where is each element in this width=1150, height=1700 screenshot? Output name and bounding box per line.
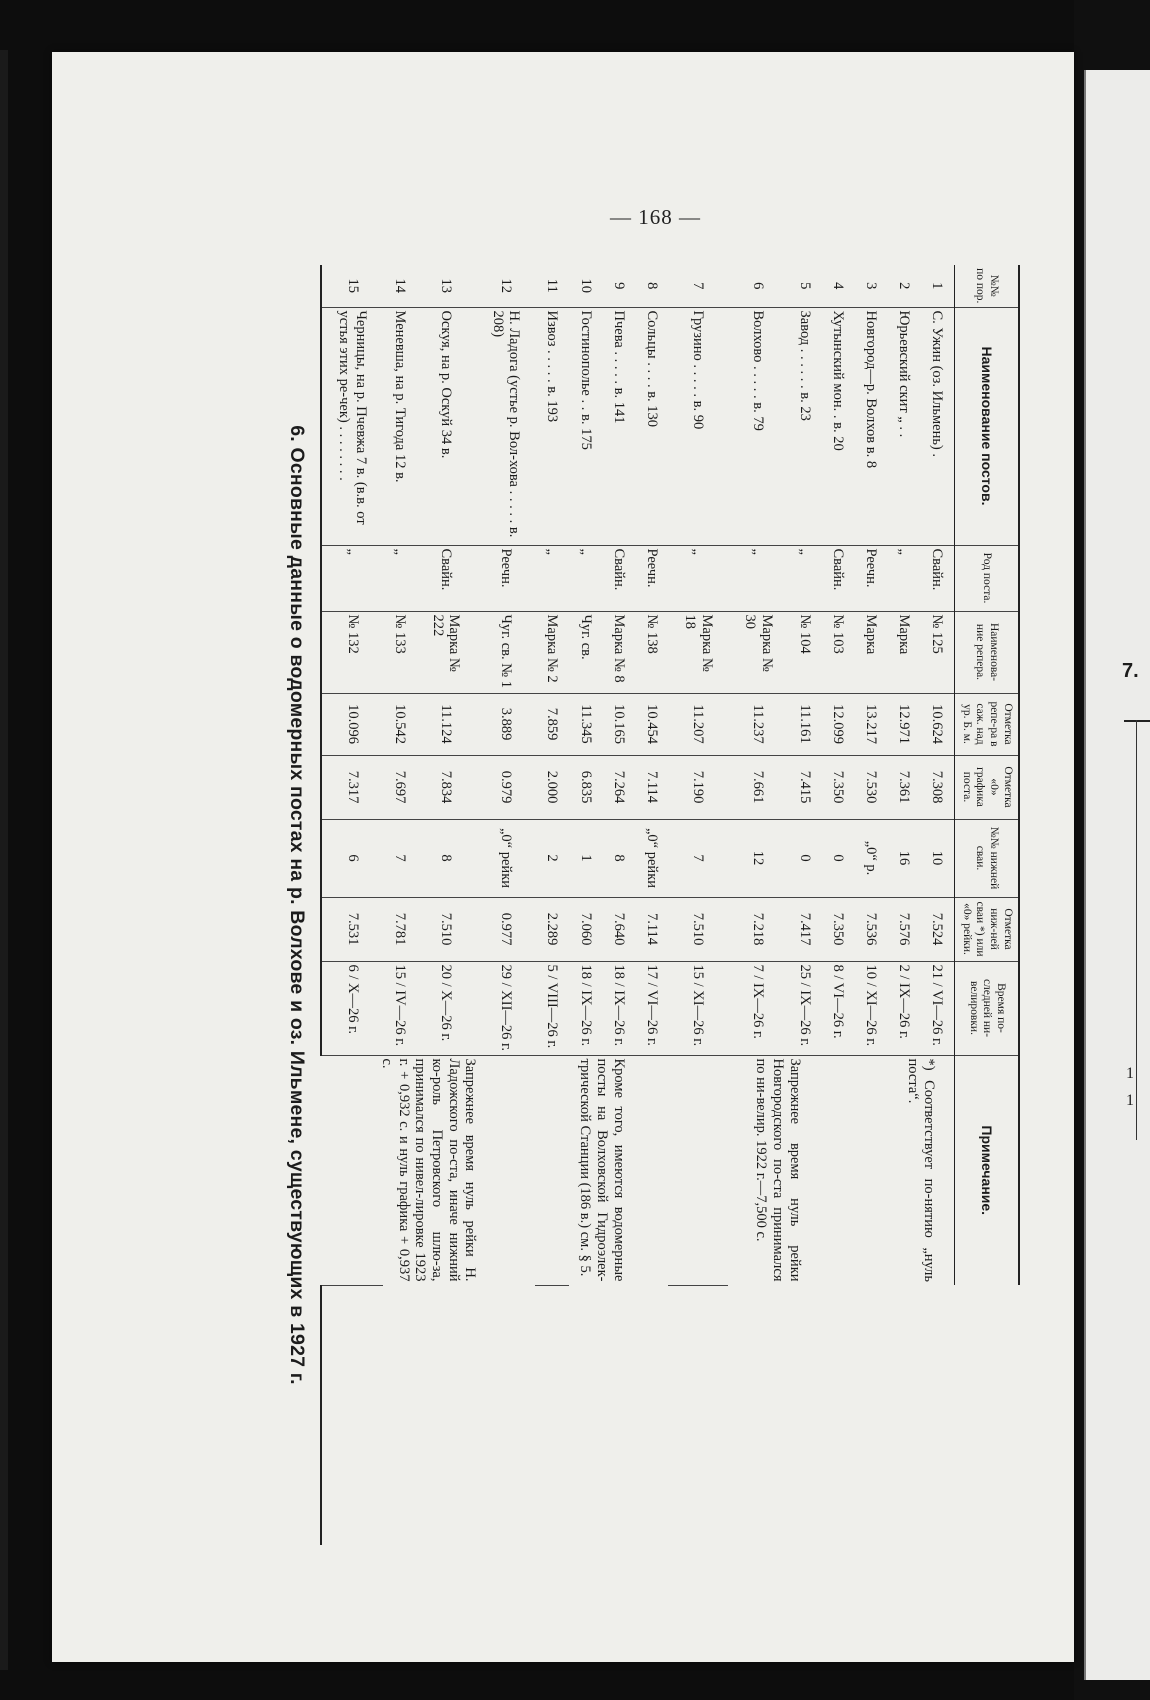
table-row [821, 265, 854, 1545]
col-header-note: Примечание. [954, 1055, 1019, 1285]
pile-elevation-cell: 7.524 [920, 897, 954, 961]
reper-elevation-cell: 11.161 [788, 693, 821, 755]
zero-mark-cell: 7.530 [854, 755, 887, 819]
row-number-cell: 3 [863, 282, 879, 290]
leveling-date-cell: 18 / IX—26 г. [569, 961, 602, 1055]
zero-mark-cell: 7.350 [821, 755, 854, 819]
station-type-cell: Свайн. [416, 545, 476, 611]
station-type-cell: Реечн. [854, 545, 887, 611]
table-title: 6. Основные данные о водомерных постах на р. Волхове и оз. Ильмене, существующих в 1927 г. [286, 425, 308, 1385]
adjacent-table-rule [1124, 720, 1150, 722]
col-header-type: Род поста. [954, 545, 1019, 611]
station-type-cell: „ [569, 545, 602, 611]
adjacent-page-fragment [1084, 70, 1150, 1680]
leveling-date-cell: 5 / VIII—26 г. [536, 961, 569, 1055]
note-cell: Запрежнее время нуль рейки Н. Ладожского по-ста, иначе нижний ко-роль Петровского шлю-за, принимался по нивел-лировке 1923 г. + 0,932 с. и нуль графика + 0,937 с. [321, 1055, 536, 1285]
note-cell: *) Соответствует по-нятию „нуль поста“. [887, 1055, 954, 1285]
row-number-cell: 10 [577, 278, 594, 293]
pile-elevation-cell: 7.218 [728, 897, 788, 961]
pile-elevation-cell: 7.640 [602, 897, 635, 961]
reper-elevation-cell: 10.454 [635, 693, 668, 755]
station-name-cell: Юрьевский скит „ . . [887, 307, 920, 545]
station-name-cell: Извоз . . . . . в. 193 [536, 307, 569, 545]
note-cell: Запрежнее время нуль рейки Новгородского по-ста принимался по ни-велир. 1922 г.—7,500 с. [668, 1055, 887, 1285]
table-row [476, 265, 536, 1545]
adjacent-row-number: 1 [1126, 1065, 1134, 1082]
table-row [602, 265, 635, 1545]
reper-elevation-cell: 11.237 [728, 693, 788, 755]
pile-elevation-cell: 2.289 [536, 897, 569, 961]
leveling-date-cell: 8 / VI—26 г. [821, 961, 854, 1055]
row-number-cell: 14 [391, 278, 408, 293]
station-type-cell: „ [383, 545, 416, 611]
pile-number-cell: 12 [728, 819, 788, 897]
reper-name-cell: Марка № 222 [416, 611, 476, 693]
station-type-cell: Свайн. [920, 545, 954, 611]
station-type-cell: „ [668, 545, 728, 611]
pile-number-cell: „0“ р. [854, 819, 887, 897]
table-body [321, 265, 954, 1545]
reper-name-cell: Чуг. св. [569, 611, 602, 693]
pile-number-cell: 8 [602, 819, 635, 897]
adjacent-row-number: 1 [1126, 1092, 1134, 1109]
pile-elevation-cell: 7.417 [788, 897, 821, 961]
leveling-date-cell: 25 / IX—26 г. [788, 961, 821, 1055]
pile-elevation-cell: 0.977 [476, 897, 536, 961]
pile-elevation-cell: 7.576 [887, 897, 920, 961]
pile-number-cell: 0 [788, 819, 821, 897]
station-name-cell: Пчева . . . . . в. 141 [602, 307, 635, 545]
pile-elevation-cell: 7.350 [821, 897, 854, 961]
pile-elevation-cell: 7.060 [569, 897, 602, 961]
pile-elevation-cell: 7.531 [321, 897, 383, 961]
row-number-cell: 9 [610, 282, 627, 290]
pile-number-cell: „0“ рейки [476, 819, 536, 897]
adjacent-table-line [1136, 720, 1137, 1140]
reper-name-cell: Марка № 18 [668, 611, 728, 693]
reper-elevation-cell: 7.859 [536, 693, 569, 755]
station-name-cell: Грузино . . . . . в. 90 [668, 307, 728, 545]
row-number-cell: 13 [438, 278, 455, 293]
row-number-cell: 7 [690, 282, 707, 290]
row-number-cell: 2 [896, 282, 913, 290]
pile-elevation-cell: 7.510 [668, 897, 728, 961]
table-row [536, 265, 569, 1545]
leveling-date-cell: 6 / X—26 г. [321, 961, 383, 1055]
zero-mark-cell: 7.190 [668, 755, 728, 819]
zero-mark-cell: 7.697 [383, 755, 416, 819]
leveling-date-cell: 29 / XII—26 г. [476, 961, 536, 1055]
row-number-cell: 12 [497, 278, 514, 293]
zero-mark-cell: 7.661 [728, 755, 788, 819]
col-header-number: №№ по пор. [954, 265, 1019, 307]
empty-note-cell [536, 1285, 569, 1545]
table-row [887, 265, 920, 1545]
station-type-cell: Свайн. [602, 545, 635, 611]
reper-name-cell: № 132 [321, 611, 383, 693]
reper-elevation-cell: 10.542 [383, 693, 416, 755]
station-name-cell: Новгород—р. Волхов в. 8 [854, 307, 887, 545]
station-type-cell: Свайн. [821, 545, 854, 611]
zero-mark-cell: 7.361 [887, 755, 920, 819]
row-number-cell: 15 [321, 265, 383, 307]
stations-table [320, 265, 1020, 1545]
empty-note-cell [668, 1285, 728, 1545]
pile-elevation-cell: 7.510 [416, 897, 476, 961]
pile-number-cell: 16 [887, 819, 920, 897]
table-row [668, 265, 728, 1545]
table-row [920, 265, 954, 1545]
row-number-cell: 4 [829, 282, 846, 290]
reper-name-cell: Марка [887, 611, 920, 693]
leveling-date-cell: 21 / VI—26 г. [920, 961, 954, 1055]
reper-elevation-cell: 13.217 [854, 693, 887, 755]
leveling-date-cell: 20 / X—26 г. [416, 961, 476, 1055]
rotated-table-region [260, 265, 1020, 1545]
station-name-cell: С. Ужин (оз. Ильмень) . [920, 307, 954, 545]
reper-elevation-cell: 11.345 [569, 693, 602, 755]
reper-elevation-cell: 3.889 [476, 693, 536, 755]
row-number-cell: 1 [929, 282, 946, 290]
table-row [569, 265, 602, 1545]
note-cell: Кроме того, имеются водомерные посты на Волховской Гидроэлек-трической Станции (186 в.) см. § 5. [536, 1055, 669, 1285]
station-name-cell: Черницы, на р. Пчевжа 7 в. (в.в. от устья этих ре-чек) . . . . . . . . [321, 307, 383, 545]
reper-elevation-cell: 11.207 [668, 693, 728, 755]
pile-number-cell: 10 [920, 819, 954, 897]
reper-elevation-cell: 12.971 [887, 693, 920, 755]
station-name-cell: Гостинополье . . в. 175 [569, 307, 602, 545]
station-type-cell: „ [788, 545, 821, 611]
station-type-cell: „ [887, 545, 920, 611]
pile-number-cell: 7 [668, 819, 728, 897]
station-type-cell: Реечн. [476, 545, 536, 611]
station-name-cell: Меневша, на р. Тигода 12 в. [383, 307, 416, 545]
scan-edge [0, 50, 8, 1670]
table-row [416, 265, 476, 1545]
zero-mark-cell: 0.979 [476, 755, 536, 819]
adjacent-section-number: 7. [1122, 660, 1139, 682]
reper-elevation-cell: 10.096 [321, 693, 383, 755]
table-row [383, 265, 416, 1545]
leveling-date-cell: 18 / IX—26 г. [602, 961, 635, 1055]
table-row [788, 265, 821, 1545]
station-name-cell: Завод . . . . . . в. 23 [788, 307, 821, 545]
station-name-cell: Хутынский мон. . в. 20 [821, 307, 854, 545]
zero-mark-cell: 7.317 [321, 755, 383, 819]
reper-elevation-cell: 10.165 [602, 693, 635, 755]
zero-mark-cell: 6.835 [569, 755, 602, 819]
col-header-time: Время по-следней ни-велировки. [954, 961, 1019, 1055]
col-header-pile: №№ нижней сваи. [954, 819, 1019, 897]
table-row [635, 265, 668, 1545]
pile-number-cell: 2 [536, 819, 569, 897]
zero-mark-cell: 7.264 [602, 755, 635, 819]
station-type-cell: „ [321, 545, 383, 611]
pile-number-cell: 1 [569, 819, 602, 897]
zero-mark-cell: 7.834 [416, 755, 476, 819]
reper-elevation-cell: 10.624 [920, 693, 954, 755]
reper-name-cell: № 103 [821, 611, 854, 693]
station-type-cell: Реечн. [635, 545, 668, 611]
station-name-cell: Волхово . . . . . в. 79 [728, 307, 788, 545]
table-header-row [954, 265, 1019, 1545]
pile-number-cell: 0 [821, 819, 854, 897]
reper-name-cell: Марка № 30 [728, 611, 788, 693]
row-number-cell: 8 [643, 282, 660, 290]
row-number-cell: 5 [796, 282, 813, 290]
zero-mark-cell: 7.114 [635, 755, 668, 819]
reper-elevation-cell: 12.099 [821, 693, 854, 755]
reper-name-cell: Чуг. св. № 1 [476, 611, 536, 693]
reper-name-cell: № 125 [920, 611, 954, 693]
leveling-date-cell: 10 / XI—26 г. [854, 961, 887, 1055]
col-header-zero: Отметка «0» графика поста. [954, 755, 1019, 819]
empty-note-cell [321, 1285, 383, 1545]
station-type-cell: „ [536, 545, 569, 611]
reper-name-cell: Марка № 8 [602, 611, 635, 693]
col-header-name: Наименование постов. [954, 307, 1019, 545]
reper-name-cell: № 133 [383, 611, 416, 693]
pile-number-cell: 6 [321, 819, 383, 897]
reper-name-cell: № 138 [635, 611, 668, 693]
reper-name-cell: Марка [854, 611, 887, 693]
leveling-date-cell: 17 / VI—26 г. [635, 961, 668, 1055]
pile-number-cell: 8 [416, 819, 476, 897]
leveling-date-cell: 7 / IX—26 г. [728, 961, 788, 1055]
station-name-cell: Сольцы . . . . в. 130 [635, 307, 668, 545]
zero-mark-cell: 7.308 [920, 755, 954, 819]
page-number: — 168 — [610, 205, 701, 229]
station-name-cell: Оскуя, на р. Оскуй 34 в. [416, 307, 476, 545]
reper-name-cell: № 104 [788, 611, 821, 693]
pile-elevation-cell: 7.536 [854, 897, 887, 961]
leveling-date-cell: 15 / IV—26 г. [383, 961, 416, 1055]
pile-number-cell: 7 [383, 819, 416, 897]
reper-elevation-cell: 11.124 [416, 693, 476, 755]
zero-mark-cell: 2.000 [536, 755, 569, 819]
col-header-pile-elev: Отметка ниж-ней сваи *) или «0» рейки. [954, 897, 1019, 961]
col-header-reper: Наименова-ние репера. [954, 611, 1019, 693]
pile-elevation-cell: 7.781 [383, 897, 416, 961]
reper-name-cell: Марка № 2 [536, 611, 569, 693]
table-row [728, 265, 788, 1545]
col-header-reper-elev: Отметка репе-ра в саж. над ур. Б. м. [954, 693, 1019, 755]
zero-mark-cell: 7.415 [788, 755, 821, 819]
table-row [854, 265, 887, 1545]
leveling-date-cell: 15 / XI—26 г. [668, 961, 728, 1055]
row-number-cell: 11 [544, 278, 561, 293]
station-type-cell: „ [728, 545, 788, 611]
leveling-date-cell: 2 / IX—26 г. [887, 961, 920, 1055]
pile-number-cell: „0“ рейки [635, 819, 668, 897]
station-name-cell: Н. Ладога (устье р. Вол-хова . . . . . в. 208) [476, 307, 536, 545]
row-number-cell: 6 [750, 282, 767, 290]
pile-elevation-cell: 7.114 [635, 897, 668, 961]
table-row [321, 265, 383, 1545]
